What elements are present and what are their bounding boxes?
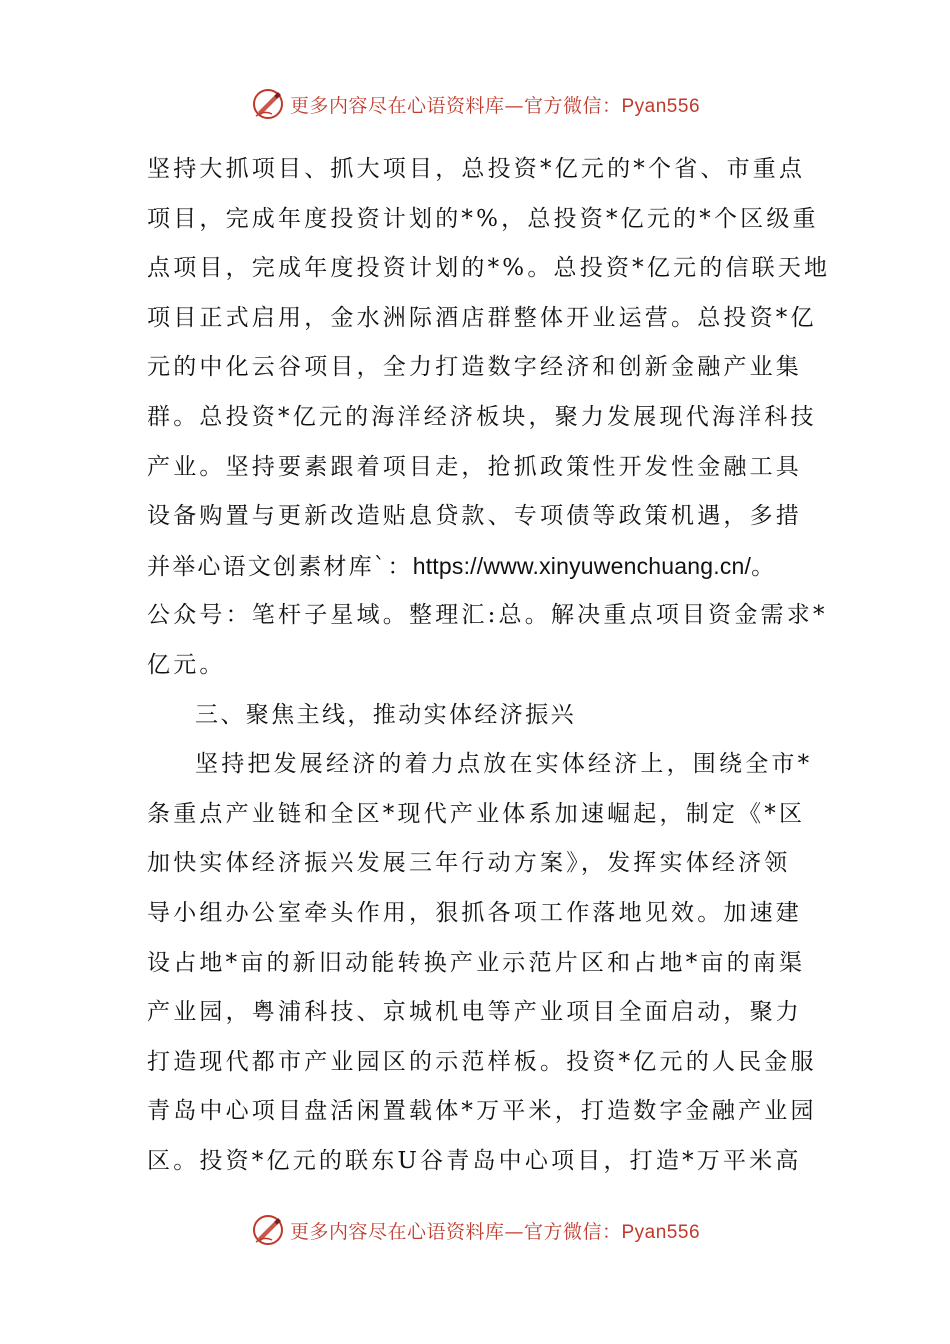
watermark-dash: —	[504, 94, 524, 117]
watermark-dash: —	[504, 1220, 524, 1243]
pen-logo-icon	[250, 86, 286, 122]
text-line: 青岛中心项目盘活闲置载体*万平米，打造数字金融产业园	[147, 1098, 817, 1125]
watermark-text	[290, 91, 700, 118]
header-watermark	[0, 82, 950, 126]
text-line: 坚持大抓项目、抓大项目，总投资*亿元的*个省、市重点	[147, 156, 806, 182]
text-line: 群。总投资*亿元的海洋经济板块，聚力发展现代海洋科技	[147, 403, 817, 430]
text-line: 公众号：笔杆子星域。整理汇:总。解决重点项目资金需求*	[147, 602, 828, 629]
section-heading: 三、聚焦主线，推动实体经济振兴	[195, 701, 576, 728]
watermark-text	[290, 1217, 700, 1244]
footer-watermark	[0, 1208, 950, 1252]
text-line: 加快实体经济振兴发展三年行动方案》，发挥实体经济领	[147, 850, 791, 877]
text-line: 元的中化云谷项目，全力打造数字经济和创新金融产业集	[147, 354, 802, 381]
text-line: 亿元。	[147, 651, 226, 678]
document-body	[147, 145, 831, 1186]
pen-logo-icon	[250, 1212, 286, 1248]
watermark-label: 官方微信：	[523, 1220, 622, 1243]
watermark-handle: Pyan556	[621, 1221, 701, 1243]
text-line: 项目正式启用，金水洲际酒店群整体开业运营。总投资*亿	[147, 304, 817, 331]
watermark-title: 更多内容尽在心语资料库	[289, 1220, 505, 1243]
text-line: 点项目，完成年度投资计划的*%。总投资*亿元的信联天地	[147, 255, 831, 282]
watermark-handle: Pyan556	[621, 95, 701, 117]
text-line: 条重点产业链和全区*现代产业体系加速崛起，制定《*区	[147, 800, 806, 827]
text-line-with-url	[147, 542, 807, 592]
text-line: 设备购置与更新改造贴息贷款、专项债等政策机遇，多措	[147, 503, 802, 530]
text-line: 项目，完成年度投资计划的*%，总投资*亿元的*个区级重	[147, 205, 819, 232]
text-line: 打造现代都市产业园区的示范样板。投资*亿元的人民金服	[147, 1048, 817, 1075]
watermark-title: 更多内容尽在心语资料库	[289, 94, 505, 117]
website-link[interactable]: https://www.xinyuwenchuang.cn/	[412, 552, 752, 579]
text-line: 区。投资*亿元的联东U谷青岛中心项目，打造*万平米高	[147, 1147, 802, 1174]
url-prefix: 并举心语文创素材库`：	[147, 553, 413, 580]
watermark-label: 官方微信：	[523, 94, 622, 117]
text-line: 产业。坚持要素跟着项目走，抢抓政策性开发性金融工具	[147, 453, 802, 480]
text-line: 导小组办公室牵头作用，狠抓各项工作落地见效。加速建	[147, 899, 802, 926]
text-line: 设占地*亩的新旧动能转换产业示范片区和占地*亩的南渠	[147, 949, 806, 976]
text-line: 产业园，粤浦科技、京城机电等产业项目全面启动，聚力	[147, 999, 802, 1026]
text-line: 坚持把发展经济的着力点放在实体经济上，围绕全市*	[195, 751, 813, 778]
url-suffix: 。	[751, 553, 777, 580]
